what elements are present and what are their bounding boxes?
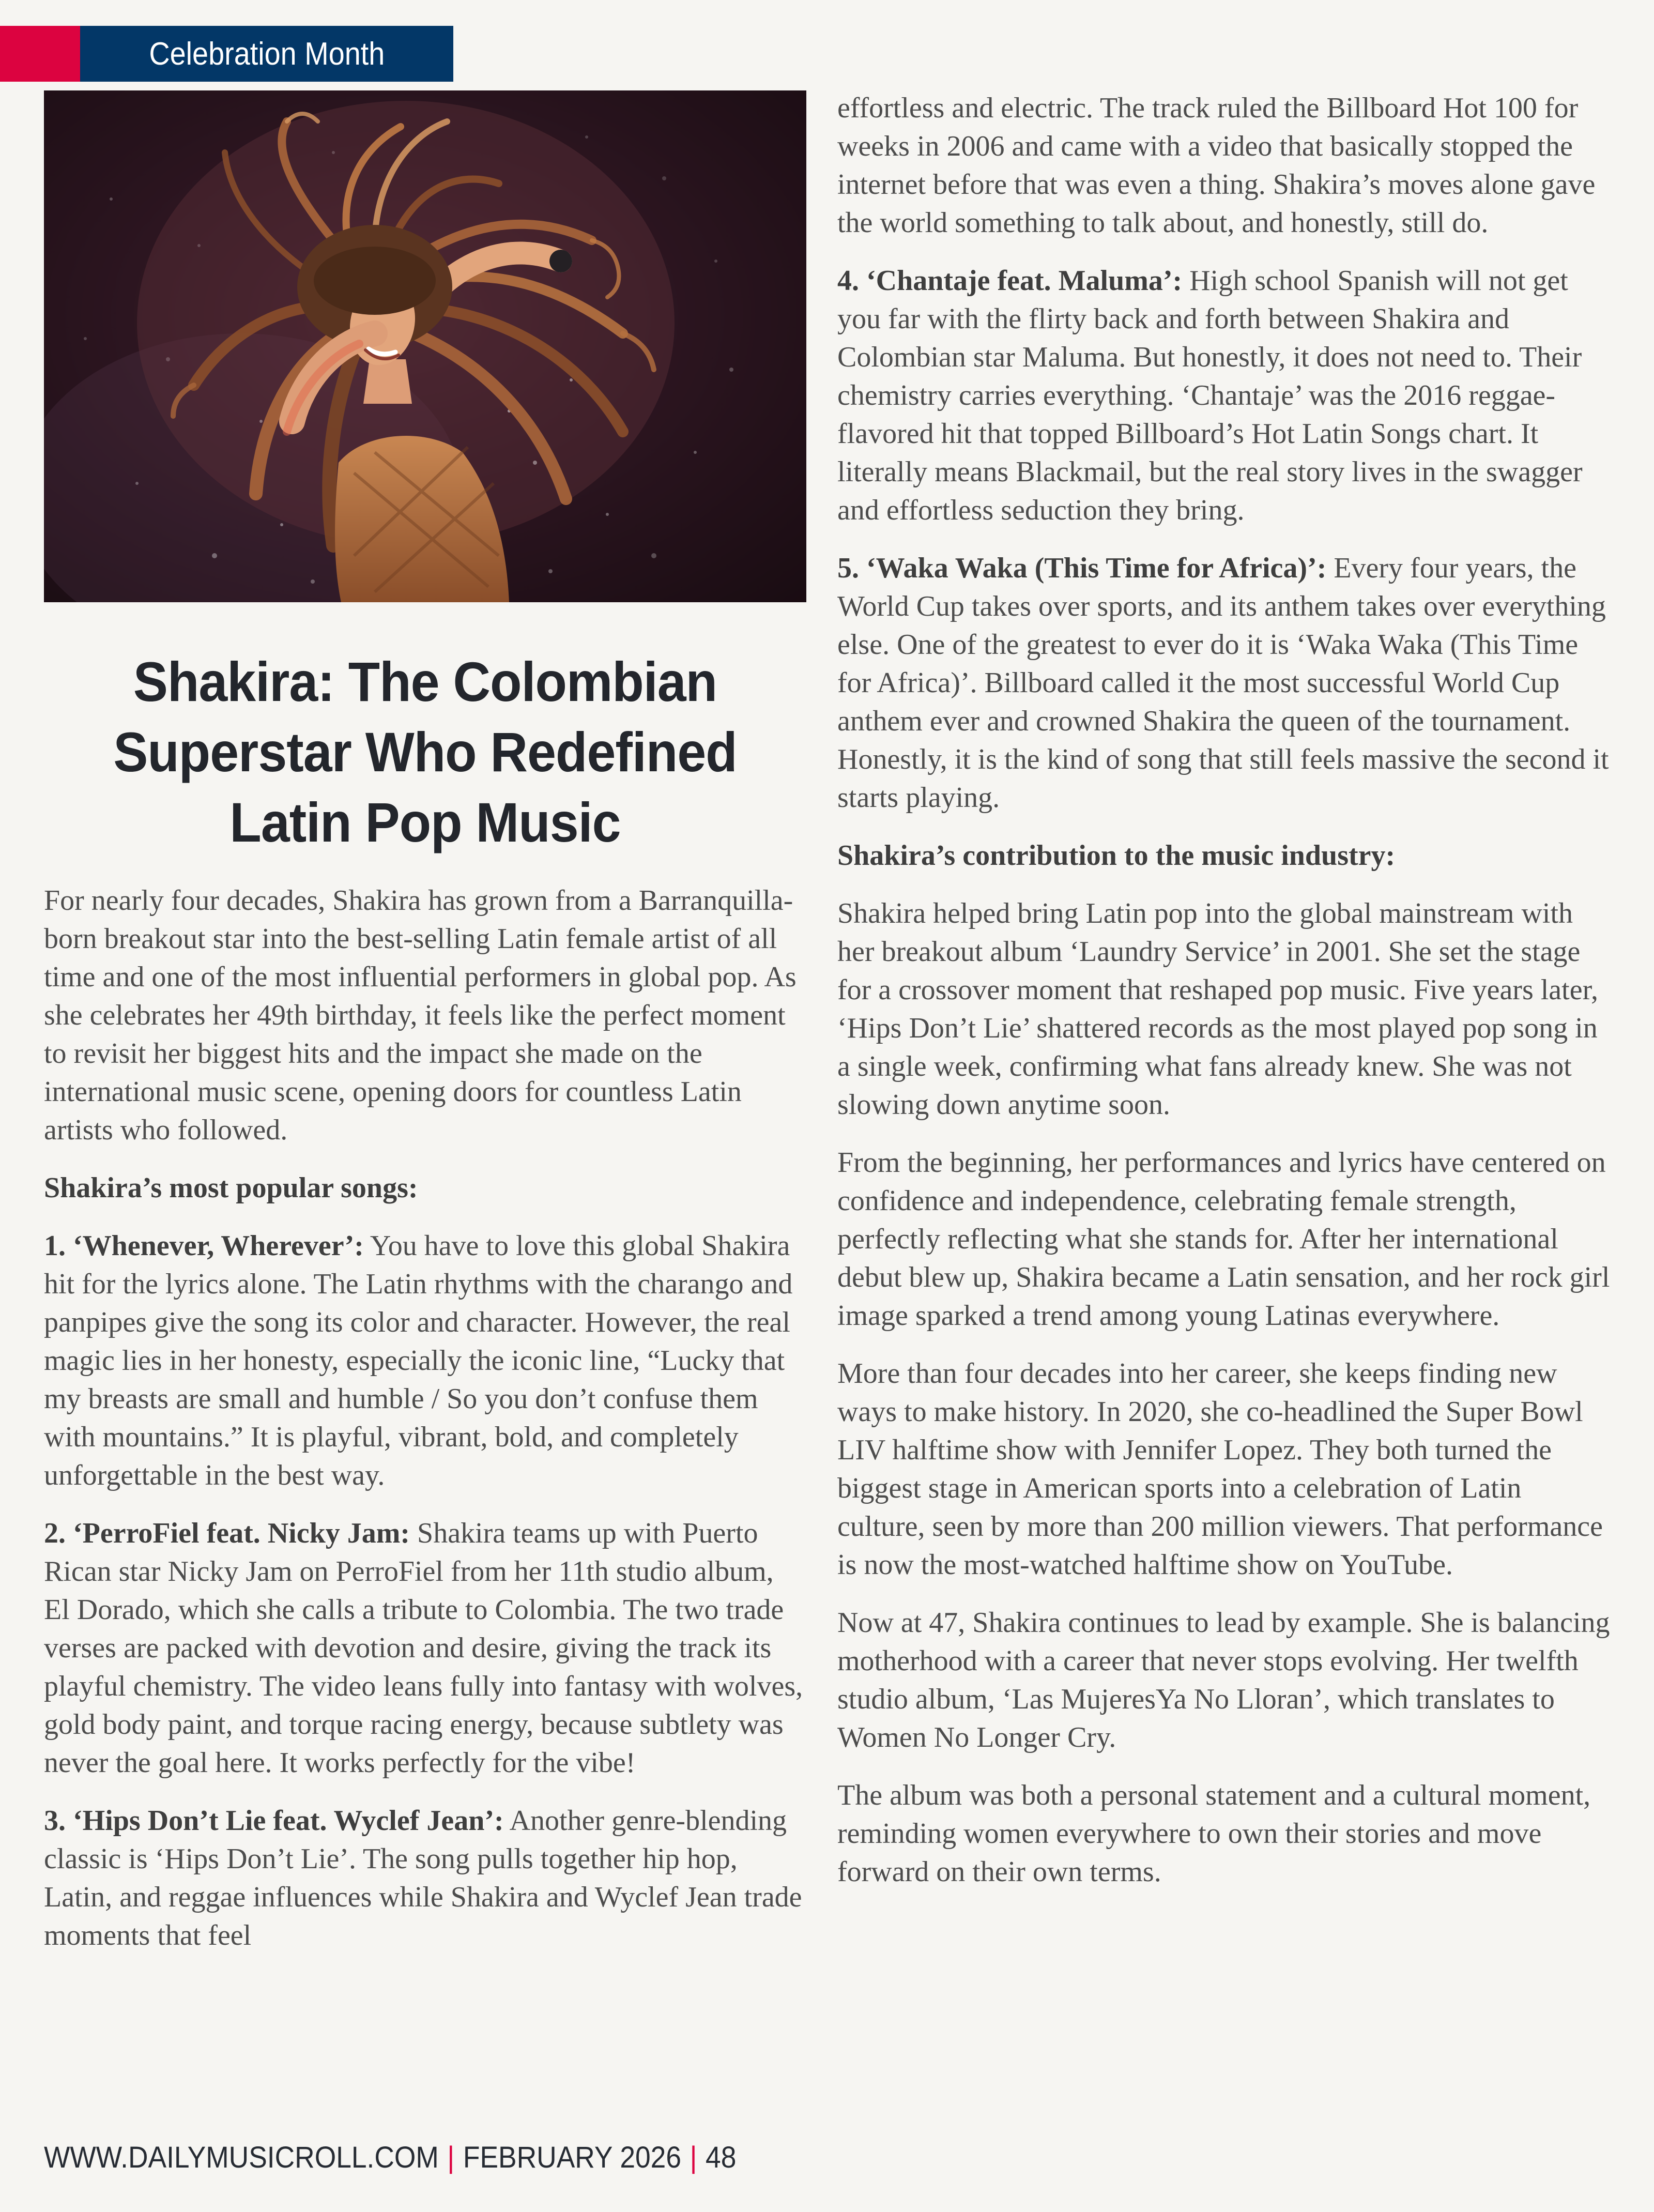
footer-site-url: WWW.DAILYMUSICROLL.COM bbox=[44, 2141, 439, 2174]
contribution-section-heading: Shakira’s contribution to the music industry: bbox=[837, 840, 1396, 872]
section-badge-label: Celebration Month bbox=[149, 36, 385, 72]
song-item-1-title: 1. ‘Whenever, Wherever’: bbox=[44, 1230, 364, 1262]
footer-separator-1: | bbox=[447, 2141, 455, 2174]
hero-photo-art bbox=[44, 90, 806, 602]
song-item-4 bbox=[837, 262, 1610, 529]
song-item-3 bbox=[44, 1802, 806, 1955]
footer-separator-2: | bbox=[690, 2141, 697, 2174]
header bbox=[0, 26, 453, 82]
songs-section-heading: Shakira’s most popular songs: bbox=[44, 1172, 418, 1204]
song-item-5-text: Every four years, the World Cup takes over sports, and its anthem takes over everything else. One of the greatest to ever do it is ‘Waka Waka (This Time for Africa)’. Billboard called it the most successful World Cup anthem ever and crowned Shakira the queen of the tournament. Honestly, it is the kind of song that still feels massive the second it starts playing. bbox=[837, 552, 1609, 814]
footer-issue: FEBRUARY 2026 bbox=[463, 2141, 682, 2174]
song-item-4-text: High school Spanish will not get you far with the flirty back and forth between Shakira and Colombian star Maluma. But honestly, it does not need to. Their chemistry carries everything. ‘Chantaje’ was the 2016 reggae-flavored hit that topped Billboard’s Hot Latin Songs chart. It literally means Blackmail, but the real story lives in the swagger and effortless seduction they bring. bbox=[837, 265, 1583, 526]
contribution-paragraph-5: The album was both a personal statement and a cultural moment, reminding women everywhere to own their stories and move forward on their own terms. bbox=[837, 1779, 1591, 1888]
contribution-paragraph-1: Shakira helped bring Latin pop into the global mainstream with her breakout album ‘Laundry Service’ in 2001. She set the stage for a crossover moment that reshaped pop music. Five years later, ‘Hips Don’t Lie’ shattered records as the most played pop song in a single week, confirming what fans already knew. She was not slowing down anytime soon. bbox=[837, 897, 1598, 1121]
red-accent-bar bbox=[0, 26, 80, 82]
article-title-line-3: Latin Pop Music bbox=[229, 791, 621, 854]
song-item-2-title: 2. ‘PerroFiel feat. Nicky Jam: bbox=[44, 1517, 410, 1550]
song-item-2 bbox=[44, 1514, 806, 1782]
song-item-1-text: You have to love this global Shakira hit for the lyrics alone. The Latin rhythms with the charango and panpipes give the song its color and character. However, the real magic lies in her honesty, especially the iconic line, “Lucky that my breasts are small and humble / So you don’t confuse them with mountains.” It is playful, vibrant, bold, and completely unforgettable in the best way. bbox=[44, 1230, 793, 1492]
song-item-1 bbox=[44, 1227, 806, 1494]
section-badge bbox=[80, 26, 453, 82]
continued-paragraph: effortless and electric. The track ruled the Billboard Hot 100 for weeks in 2006 and came with a video that basically stopped the internet before that was even a thing. Shakira’s moves alone gave the world something to talk about, and honestly, still do. bbox=[837, 92, 1596, 239]
article-title-line-2: Superstar Who Redefined bbox=[113, 721, 737, 784]
intro-paragraph: For nearly four decades, Shakira has grown from a Barranquilla-born breakout star into the best-selling Latin female artist of all time and one of the most influential performers in global pop. As she celebrates her 49th birthday, it feels like the perfect moment to revisit her biggest hits and the impact she made on the international music scene, opening doors for countless Latin artists who followed. bbox=[44, 884, 797, 1147]
contribution-paragraph-4: Now at 47, Shakira continues to lead by example. She is balancing motherhood with a career that never stops evolving. Her twelfth studio album, ‘Las MujeresYa No Lloran’, which translates to Women No Longer Cry. bbox=[837, 1607, 1610, 1753]
contribution-paragraph-3: More than four decades into her career, she keeps finding new ways to make history. In 2020, she co-headlined the Super Bowl LIV halftime show with Jennifer Lopez. They both turned the biggest stage in American sports into a celebration of Latin culture, seen by more than 200 million viewers. That performance is now the most-watched halftime show on YouTube. bbox=[837, 1357, 1603, 1581]
contribution-paragraph-2: From the beginning, her performances and lyrics have centered on confidence and independence, celebrating female strength, perfectly reflecting what she stands for. After her international debut blew up, Shakira became a Latin sensation, and her rock girl image sparked a trend among young Latinas everywhere. bbox=[837, 1147, 1610, 1332]
song-item-5 bbox=[837, 549, 1610, 817]
hero-photo bbox=[44, 90, 806, 602]
song-item-5-title: 5. ‘Waka Waka (This Time for Africa)’: bbox=[837, 552, 1327, 584]
article-columns bbox=[44, 82, 1610, 1955]
article-title bbox=[75, 647, 775, 858]
footer-page-number: 48 bbox=[706, 2141, 737, 2174]
song-item-4-title: 4. ‘Chantaje feat. Maluma’: bbox=[837, 265, 1183, 297]
page-footer bbox=[44, 2140, 736, 2175]
article-title-line-1: Shakira: The Colombian bbox=[133, 650, 717, 713]
left-column bbox=[44, 82, 806, 1955]
right-column bbox=[837, 82, 1610, 1955]
song-item-3-title: 3. ‘Hips Don’t Lie feat. Wyclef Jean’: bbox=[44, 1805, 504, 1837]
song-item-3-text: Another genre-blending classic is ‘Hips Don’t Lie’. The song pulls together hip hop, Latin, and reggae influences while Shakira and Wyclef Jean trade moments that feel bbox=[44, 1805, 802, 1952]
song-item-2-text: Shakira teams up with Puerto Rican star Nicky Jam on PerroFiel from her 11th studio album, El Dorado, which she calls a tribute to Colombia. The two trade verses are packed with devotion and desire, giving the track its playful chemistry. The video leans fully into fantasy with wolves, gold body paint, and torque racing energy, because subtlety was never the goal here. It works perfectly for the vibe! bbox=[44, 1517, 803, 1779]
